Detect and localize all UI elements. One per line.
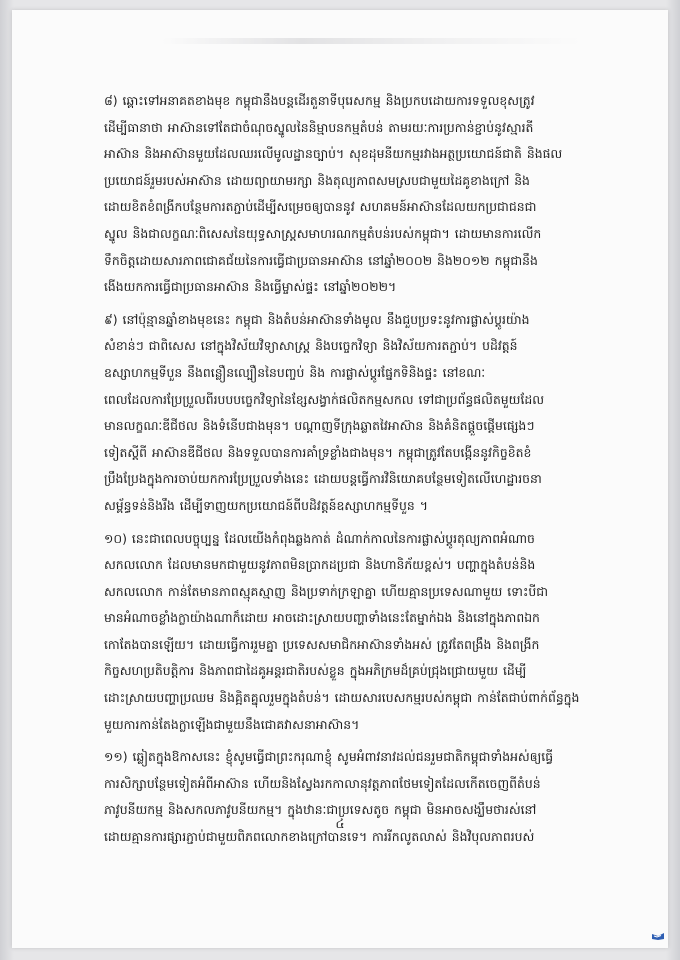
paragraph-line: សំខាន់ៗ ជាពិសេស នៅក្នុងវិស័យវិទ្យាសាស្ត្រ និងបច្ចេកវិទ្យា និងវិស័យការតភ្ជាប់។ បដិវត្តន៍: [104, 338, 518, 354]
paragraph-line: ១១) ឆ្លៀតក្នុងឱកាសនេះ ខ្ញុំសូមធ្វើជាព្រះករុណាខ្ញុំ សូមអំពាវនាវដល់ជនរួមជាតិកម្ពុជាទាំងអស់ឲ្យធ្វើ: [104, 749, 554, 765]
paragraph-line: ១០) នេះជាពេលបច្ចុប្បន្ន ដែលយើងកំពុងឆ្លងកាត់ ដំណាក់កាលនៃការផ្លាស់ប្តូរតុល្យភាពអំណាច: [104, 530, 535, 546]
paragraph-line: ភាវូបនីយកម្ម និងសកលភាវូបនីយកម្ម។ ក្នុងឋានៈជាប្រទេសតូច កម្ពុជា មិនអាចសង្ឃឹមថារស់នៅ: [104, 802, 537, 818]
paragraph-line: ទឹកចិត្តដោយសារភាពជោគជ័យនៃការធ្វើជាប្រធានអាស៊ាន នៅឆ្នាំ២០០២ និង២០១២ កម្ពុជានឹង: [104, 252, 538, 268]
paragraph-line: ប្រឹងប្រែងក្នុងការចាប់យកការប្រែប្រួលទាំងនេះ ដោយបន្តធ្វើការវិនិយោគបន្ថែមទៀតលើហេដ្ឋារចនា: [104, 471, 542, 487]
document-body: [104, 88, 604, 857]
paragraph-line: ដោយខិតខំពង្រីកបន្ថែមការតភ្ជាប់ដើម្បីសម្រេចឲ្យបាននូវ សហគមន៍អាស៊ានដែលយកប្រជាជនជា: [104, 199, 537, 215]
paragraph-line: សកលលោក ដែលមានមកជាមួយនូវភាពមិនប្រាកដប្រជា និងហានិភ័យខ្ពស់។ បញ្ហាក្នុងតំបន់និង: [104, 557, 536, 573]
paragraph-line: កិច្ចសហប្រតិបត្តិការ និងភាពជាដៃគូអន្តរជាតិរបស់ខ្លួន ក្នុងអភិក្រមដ៏គ្រប់ជ្រុងជ្រោយមួយ ដើម្បី: [104, 663, 527, 679]
paragraph-line: ឧស្សាហកម្មទីបួន នឹងពន្លឿនល្បឿននៃបញ្ចប់ និង ការផ្លាស់ប្តូរផ្នែកទិនិងផ្ទះ នៅខណៈ: [104, 364, 486, 380]
paragraph-9: [104, 307, 604, 520]
paragraph-10: [104, 526, 604, 739]
paragraph-line: អាស៊ាន និងអាស៊ានមួយដែលឈរលើមូលដ្ឋានច្បាប់។ សុខដុមនីយកម្មរវាងអត្ថប្រយោជន៍ជាតិ និងផល: [104, 146, 563, 162]
paragraph-line: ងើងយកការធ្វើជាប្រធានអាស៊ាន និងធ្វើម្ចាស់ផ្ទះ នៅឆ្នាំ២០២២។: [104, 279, 397, 295]
paragraph-line: កោតែងបានឡើយ។ ដោយធ្វើការរួមគ្នា ប្រទេសសមាជិកអាស៊ានទាំងអស់ ត្រូវតែពង្រឹង និងពង្រីក: [104, 636, 540, 652]
paragraph-line: មួយការកាន់តែងក្លាឡើងជាមួយនឹងជោគវាសនាអាស៊ាន។: [104, 716, 360, 732]
faint-header-bleed: [162, 38, 582, 44]
paragraph-line: ដោះស្រាយបញ្ហាប្រឈម និងគ្អិតគ្នុលរួមក្នុងតំបន់។ ដោយសារបេសកម្មរបស់កម្ពុជា កាន់តែជាប់ពាក់ព័ន្ធក្នុង: [104, 690, 580, 706]
paragraph-line: ស្នូល និងជាលក្ខណៈពិសេសនៃយុទ្ធសាស្ត្រសមាហរណកម្មតំបន់របស់កម្ពុជា។ ដោយមានការលើក: [104, 225, 542, 241]
paragraph-line: មានលក្ខណៈឌីជីថល និងទំនើបជាងមុន។ បណ្តាញទីក្រុងឆ្លាតវៃអាស៊ាន និងគំនិតផ្តួចផ្តើមផ្សេងៗ: [104, 418, 535, 434]
paragraph-line: ពេលដែលការប្រែប្រួលពីរបបបច្ចេកវិទ្យានៃខ្សែសង្វាក់ផលិតកម្មសកល ទៅជាប្រព័ន្ធផលិតមួយដែល: [104, 391, 545, 407]
paragraph-line: ៨) ឆ្ពោះទៅអនាគតខាងមុខ កម្ពុជានឹងបន្តដើរតួនាទីបុរេសកម្ម និងប្រកបដោយការទទួលខុសត្រូវ: [104, 93, 535, 108]
paragraph-line: ទៀតស្តីពី អាស៊ានឌីជីថល និងទទួលបានការគាំទ្រខ្លាំងជាងមុន។ កម្ពុជាត្រូវតែបង្កើននូវកិច្ចខិតខំ: [104, 444, 532, 460]
paragraph-line: ការសិក្សាបន្ថែមទៀតអំពីអាស៊ាន ហើយនិងស្វែងរកកាលានុវត្តភាពថែមទៀតដែលកើតចេញពីតំបន់: [104, 775, 541, 791]
paragraph-line: សកលលោក កាន់តែមានភាពស្មុគស្មាញ និងប្រទាក់ក្រឡាគ្នា ហើយគ្មានប្រទេសណាមួយ ទោះបីជា: [104, 583, 549, 599]
paragraph-line: ៩) នៅប៉ុន្មានឆ្នាំខាងមុខនេះ កម្ពុជា និងតំបន់អាស៊ានទាំងមូល នឹងជួបប្រទះនូវការផ្លាស់ប្តូរយ៉ាង: [104, 311, 530, 327]
document-page: [12, 10, 668, 948]
paragraph-line: មានអំណាចខ្លាំងក្លាយ៉ាងណាក៏ដោយ អាចដោះស្រាយបញ្ហាទាំងនេះតែម្នាក់ឯង និងនៅក្នុងភាពឯក: [104, 610, 540, 626]
paragraph-8: [104, 88, 604, 301]
scanner-badge-icon: [651, 932, 665, 941]
paragraph-line: ប្រយោជន៍រួមរបស់អាស៊ាន ដោយព្យាយាមរក្សា និងតុល្យភាពសមស្របជាមួយដៃគូខាងក្រៅ និង: [104, 172, 530, 188]
paragraph-line: សម្ព័ន្ធទន់និងរឹង ដើម្បីទាញយកប្រយោជន៍ពីបដិវត្តន៍ឧស្សាហកម្មទីបួន ។: [104, 497, 428, 513]
paragraph-line: ដើម្បីធានាថា អាស៊ានទៅតែជាចំណុចស្នូលនៃនិម្មាបនកម្មតំបន់ តាមរយៈការប្រកាន់ខ្ជាប់នូវស្មារតី: [104, 119, 534, 135]
page-number: ៤: [335, 817, 345, 832]
paragraph-line: ដោយគ្មានការផ្សារភ្ជាប់ជាមួយពិភពលោកខាងក្រៅបានទេ។ ការរីកលូតលាស់ និងវិបុលភាពរបស់: [104, 829, 535, 845]
